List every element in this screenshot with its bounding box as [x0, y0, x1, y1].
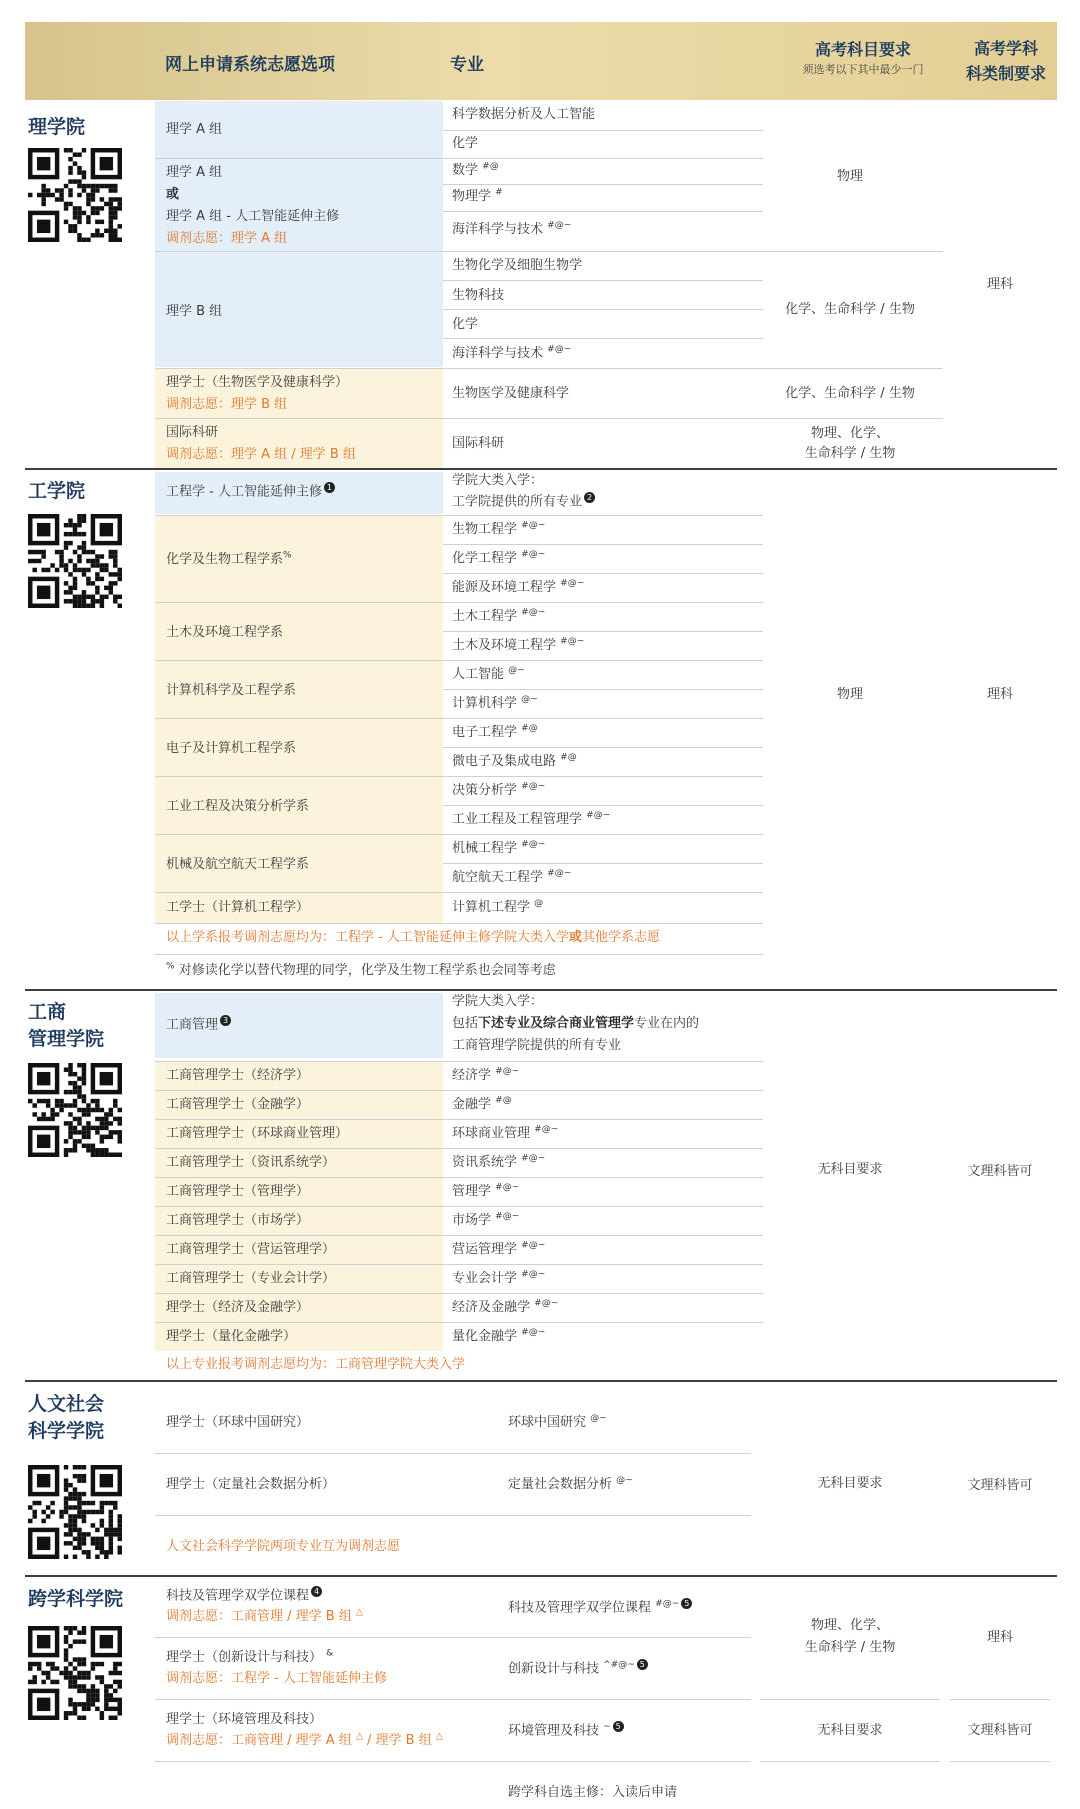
major-item: 物理学 #: [452, 187, 503, 204]
major-item: 生物工程学 #@~: [452, 520, 546, 537]
option-label: 工商管理学士（资讯系统学）: [166, 1155, 336, 1170]
major-item: 管理学 #@~: [452, 1182, 520, 1199]
major-item: 包括下述专业及综合商业管理学专业在内的: [452, 1016, 700, 1031]
header-stream-col: [951, 36, 1061, 86]
row-divider: [155, 1235, 763, 1236]
major-item: 计算机科学 @~: [452, 694, 538, 711]
row-divider: [155, 368, 943, 369]
option-label: 理学 A 组: [166, 122, 223, 137]
major-item: 经济学 #@~: [452, 1066, 520, 1083]
major-item: 金融学 #@: [452, 1095, 512, 1112]
major-item: 土木及环境工程学 #@~: [452, 636, 585, 653]
section-divider: [25, 989, 1057, 991]
row-divider: [155, 923, 763, 924]
section-divider: [25, 1380, 1057, 1382]
row-divider: [155, 1515, 751, 1516]
subject-req: 无科目要求: [817, 1723, 883, 1738]
option-label: 工商管理学士（市场学）: [166, 1213, 310, 1228]
row-divider: [155, 1293, 763, 1294]
subject-req: 物理、化学、: [810, 426, 889, 441]
stream-req: 理科: [986, 687, 1013, 702]
header-subject-req-sub: 须选考以下其中最少一门: [802, 63, 924, 76]
stream-req: 理科: [986, 1630, 1013, 1645]
option-label: 理学士（定量社会数据分析）: [166, 1477, 336, 1492]
adjust-note: 调剂志愿：理学 A 组 / 理学 B 组: [166, 447, 356, 462]
stream-req: 文理科皆可: [967, 1723, 1033, 1738]
major-item: 海洋科学与技术 #@~: [452, 344, 572, 361]
adjust-note: 人文社会科学学院两项专业互为调剂志愿: [166, 1539, 401, 1554]
option-label: 理学 B 组: [166, 304, 223, 319]
section-divider: [25, 468, 1057, 470]
row-divider: [155, 776, 763, 777]
row-divider: [443, 280, 763, 281]
major-item: 环球中国研究 @~: [508, 1413, 607, 1430]
subject-req: 无科目要求: [817, 1476, 883, 1491]
row-divider: [443, 544, 763, 545]
row-divider: [443, 689, 763, 690]
row-divider: [443, 747, 763, 748]
option-label: 工业工程及决策分析学系: [166, 799, 310, 814]
qr-code[interactable]: [28, 1465, 122, 1559]
row-divider: [155, 1061, 763, 1062]
row-divider: [155, 1148, 763, 1149]
option-label: 工商管理学士（经济学）: [166, 1068, 310, 1083]
row-divider: [155, 1090, 763, 1091]
adjust-note: 调剂志愿：理学 B 组: [166, 397, 288, 412]
major-item: 电子工程学 #@: [452, 723, 538, 740]
option-label: 国际科研: [166, 425, 219, 440]
option-label: 科技及管理学双学位课程 4: [166, 1586, 322, 1606]
adjust-note: 调剂志愿：工商管理 / 理学 B 组 △: [166, 1607, 363, 1624]
row-divider: [155, 602, 763, 603]
major-item: 土木工程学 #@~: [452, 607, 546, 624]
qr-code[interactable]: [28, 1626, 122, 1720]
major-item: 国际科研: [452, 436, 505, 451]
major-item: 营运管理学 #@~: [452, 1240, 546, 1257]
option-label: 理学士（量化金融学）: [166, 1329, 297, 1344]
subject-req: 物理、化学、: [810, 1618, 889, 1633]
option-label: 理学士（创新设计与科技） &: [166, 1648, 334, 1665]
major-item: 化学: [452, 136, 479, 151]
subject-req: 物理: [836, 687, 863, 702]
major-item: 科技及管理学双学位课程 #@~ 5: [508, 1598, 692, 1618]
major-item: 定量社会数据分析 @~: [508, 1475, 633, 1492]
row-divider: [155, 1322, 763, 1323]
subject-req: 生命科学 / 生物: [804, 1640, 896, 1655]
major-item: 生物化学及细胞生物学: [452, 258, 583, 273]
subject-req: 物理: [836, 169, 863, 184]
major-item: 决策分析学 #@~: [452, 781, 546, 798]
row-divider: [155, 954, 763, 955]
row-divider: [443, 805, 763, 806]
major-item: 经济及金融学 #@~: [452, 1298, 559, 1315]
header-option-col: 网上申请系统志愿选项: [165, 55, 335, 75]
option-label: 工学士（计算机工程学）: [166, 900, 310, 915]
major-item: 计算机工程学 @: [452, 898, 544, 915]
row-divider: [155, 892, 763, 893]
stream-req: 文理科皆可: [967, 1164, 1033, 1179]
row-divider: [443, 338, 763, 339]
option-label: 工程学 - 人工智能延伸主修 1: [166, 482, 335, 502]
option-label: 理学 A 组: [166, 165, 223, 180]
header-major-col: 专业: [450, 55, 484, 75]
major-item: 资讯系统学 #@~: [452, 1153, 546, 1170]
header-subject-req-title: 高考科目要求: [814, 40, 911, 59]
major-item: 科学数据分析及人工智能: [452, 107, 596, 122]
subject-req: 生命科学 / 生物: [804, 446, 896, 461]
option-label: 工商管理学士（环球商业管理）: [166, 1126, 349, 1141]
major-item: 环球商业管理 #@~: [452, 1124, 559, 1141]
adjust-note: 调剂志愿：工商管理 / 理学 A 组 △ / 理学 B 组 △: [166, 1731, 443, 1748]
major-item: 生物科技: [452, 288, 505, 303]
qr-code[interactable]: [28, 148, 122, 242]
subject-req: 化学、生命科学 / 生物: [785, 302, 915, 317]
row-divider: [155, 660, 763, 661]
row-divider: [950, 1761, 1050, 1762]
row-divider: [155, 718, 763, 719]
option-label: 工商管理学士（营运管理学）: [166, 1242, 336, 1257]
major-item: 人工智能 @~: [452, 665, 525, 682]
option-label: 工商管理 3: [166, 1015, 231, 1035]
row-divider: [443, 631, 763, 632]
row-divider: [443, 184, 763, 185]
row-divider: [443, 211, 763, 212]
adjust-note: 调剂志愿：工程学 - 人工智能延伸主修: [166, 1671, 387, 1686]
option-label: 工商管理学士（金融学）: [166, 1097, 310, 1112]
stream-req: 理科: [986, 277, 1013, 292]
major-item: 机械工程学 #@~: [452, 839, 546, 856]
option-label: 工商管理学士（管理学）: [166, 1184, 310, 1199]
row-divider: [155, 515, 763, 516]
option-or: 或: [166, 187, 180, 202]
option-label: 理学士（环境管理及科技）: [166, 1712, 323, 1727]
option-label: 计算机科学及工程学系: [166, 683, 297, 698]
adjust-note: 调剂志愿：理学 A 组: [166, 231, 288, 246]
qr-code[interactable]: [28, 514, 122, 608]
option-label: 理学士（经济及金融学）: [166, 1300, 310, 1315]
row-divider: [155, 1177, 763, 1178]
header-stream-line1: 高考学科: [973, 39, 1038, 58]
school-name: 人文社会 科学学院: [28, 1393, 105, 1442]
subject-req: 无科目要求: [817, 1162, 883, 1177]
row-divider: [155, 158, 763, 159]
row-divider: [443, 863, 763, 864]
option-label: 土木及环境工程学系: [166, 625, 284, 640]
subject-req: 化学、生命科学 / 生物: [785, 386, 915, 401]
row-divider: [760, 1761, 940, 1762]
adjust-note: 以上专业报考调剂志愿均为：工商管理学院大类入学: [166, 1357, 466, 1372]
school-name: 工商 管理学院: [28, 1001, 105, 1050]
footnote: % 对修读化学以替代物理的同学，化学及生物工程学系也会同等考虑: [166, 961, 556, 978]
option-label: 理学士（环球中国研究）: [166, 1415, 310, 1430]
major-item: 学院大类入学：: [452, 994, 544, 1009]
stream-req: 文理科皆可: [967, 1478, 1033, 1493]
row-divider: [155, 1699, 751, 1700]
row-divider: [155, 418, 943, 419]
major-item: 海洋科学与技术 #@~: [452, 220, 572, 237]
option-label: 工商管理学士（专业会计学）: [166, 1271, 336, 1286]
qr-code[interactable]: [28, 1063, 122, 1157]
row-divider: [950, 1699, 1050, 1700]
option-label: 理学士（生物医学及健康科学）: [166, 375, 349, 390]
major-item: 化学: [452, 317, 479, 332]
major-item: 数学 #@: [452, 161, 499, 178]
major-item: 市场学 #@~: [452, 1211, 520, 1228]
major-item: 生物医学及健康科学: [452, 386, 570, 401]
option-label: 电子及计算机工程学系: [166, 741, 297, 756]
footer-note: 跨学科自选主修：入读后申请: [508, 1785, 678, 1800]
row-divider: [155, 834, 763, 835]
major-item: 学院大类入学：: [452, 473, 544, 488]
row-divider: [155, 1264, 763, 1265]
major-item: 环境管理及科技 ~ 5: [508, 1721, 624, 1741]
row-divider: [443, 573, 763, 574]
major-item: 工业工程及工程管理学 #@~: [452, 810, 611, 827]
school-name: 理学院: [28, 116, 86, 138]
major-item: 专业会计学 #@~: [452, 1269, 546, 1286]
school-name: 工学院: [28, 480, 86, 502]
row-divider: [155, 1119, 763, 1120]
option-label: 理学 A 组 - 人工智能延伸主修: [166, 209, 340, 224]
table-header: [25, 22, 1057, 100]
header-stream-line2: 科类制要求: [965, 64, 1046, 83]
section-divider: [25, 1575, 1057, 1577]
row-divider: [443, 130, 763, 131]
option-label: 化学及生物工程学系%: [166, 550, 292, 567]
row-divider: [443, 309, 763, 310]
option-label: 机械及航空航天工程学系: [166, 857, 310, 872]
major-item: 化学工程学 #@~: [452, 549, 546, 566]
major-item: 微电子及集成电路 #@: [452, 752, 577, 769]
row-divider: [155, 1453, 751, 1454]
row-divider: [155, 1761, 751, 1762]
major-item: 航空航天工程学 #@~: [452, 868, 572, 885]
adjust-note: 以上学系报考调剂志愿均为：工程学 - 人工智能延伸主修学院大类入学或其他学系志愿: [166, 930, 660, 945]
major-item: 工学院提供的所有专业 2: [452, 492, 595, 512]
row-divider: [760, 1699, 940, 1700]
major-item: 量化金融学 #@~: [452, 1327, 546, 1344]
row-divider: [155, 1637, 751, 1638]
row-divider: [155, 1206, 763, 1207]
major-item: 能源及环境工程学 #@~: [452, 578, 585, 595]
major-item: 工商管理学院提供的所有专业: [452, 1038, 622, 1053]
header-subject-req-col: [763, 40, 963, 80]
school-name: 跨学科学院: [28, 1588, 124, 1610]
row-divider: [155, 251, 943, 252]
major-item: 创新设计与科技 ^#@~ 5: [508, 1659, 648, 1679]
